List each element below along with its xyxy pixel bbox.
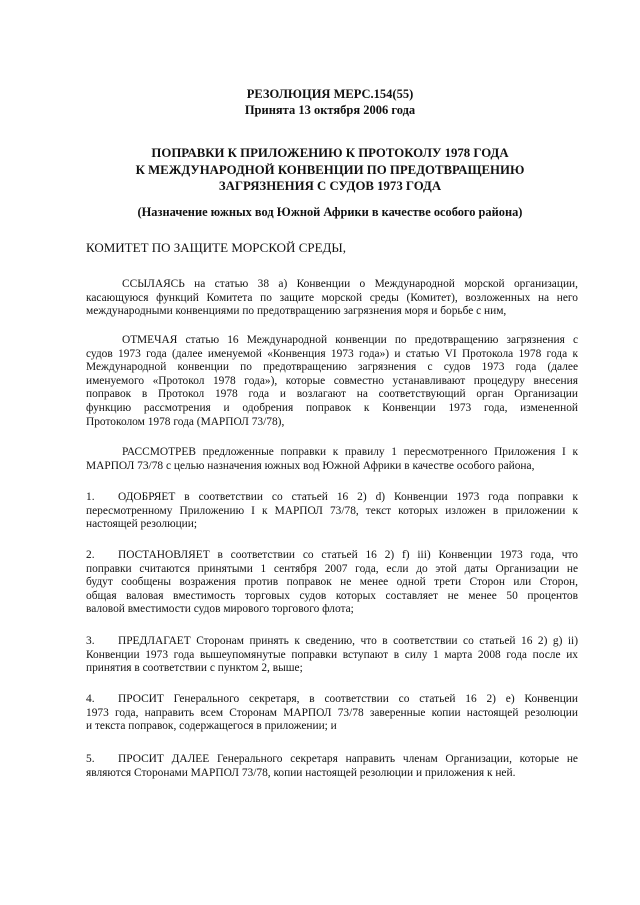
paragraph-line: являются Сторонами МАРПОЛ 73/78, копии настоящей резолюции и приложения к ней. [86, 766, 516, 779]
paragraph-line: валовой вместимости судов мирового торгового флота; [86, 603, 354, 616]
paragraph-first-line: ПРОСИТ Генерального секретаря, в соответствии со статьей 16 2) e) Конвенции [118, 693, 578, 705]
paragraph-line: именуемого «Протокол 1978 года»), которые совместно устанавливают процедуру внесения [86, 374, 578, 387]
paragraph-line: ССЫЛАЯСЬ на статью 38 a) Конвенции о Международной морской организации, [122, 278, 578, 290]
paragraph-line: пересмотренному Приложению I к МАРПОЛ 73/78, текст которых изложен в приложении к [86, 504, 578, 517]
paragraph-line [86, 491, 578, 505]
preamble-paragraph-2 [86, 334, 578, 429]
paragraph-line: будут сообщены возражения против поправок не менее одной трети Сторон или Сторон, [86, 576, 578, 589]
paragraph-line: и текста поправок, содержащегося в приложении; и [86, 720, 337, 733]
paragraph-line: принятия в соответствии с пунктом 2, выше; [86, 662, 303, 675]
operative-paragraph-3 [86, 635, 578, 676]
paragraph-line: Протоколом 1978 года (МАРПОЛ 73/78), [86, 415, 285, 428]
committee-heading: КОМИТЕТ ПО ЗАЩИТЕ МОРСКОЙ СРЕДЫ, [86, 240, 346, 255]
paragraph-line [86, 549, 578, 563]
paragraph-line: поправки считаются принятыми 1 сентября 2007 года, если до этой даты Организации не [86, 562, 578, 575]
paragraph-first-line: ПОСТАНОВЛЯЕТ в соответствии со статьей 16 2) f) iii) Конвенции 1973 года, что [118, 549, 578, 561]
paragraph-number: 1. [86, 491, 95, 503]
title-line-2: К МЕЖДУНАРОДНОЙ КОНВЕНЦИИ ПО ПРЕДОТВРАЩЕНИЮ [135, 162, 525, 177]
paragraph-line [86, 693, 578, 707]
paragraph-line: Международной конвенции по предотвращению загрязнения с судов 1973 года (далее [86, 361, 578, 374]
adoption-date: Принята 13 октября 2006 года [244, 103, 416, 117]
paragraph-number: 4. [86, 693, 95, 705]
preamble-paragraph-1 [86, 278, 578, 319]
paragraph-line: поправок в Протокол 1978 года и возлагают на соответствующий орган Организации [86, 388, 578, 401]
operative-paragraph-1 [86, 491, 578, 532]
paragraph-line: Конвенции 1973 года вышеупомянутые поправки вступают в силу 1 марта 2008 года после их [86, 648, 578, 661]
paragraph-line: международными конвенциями по предотвращению загрязнения моря и борьбе с ним, [86, 305, 507, 318]
paragraph-number: 5. [86, 753, 95, 765]
paragraph-line [86, 753, 578, 767]
paragraph-line [86, 635, 578, 649]
resolution-number: РЕЗОЛЮЦИЯ МЕРС.154(55) [246, 87, 414, 101]
paragraph-line: функцию рассмотрения и одобрения поправок к Конвенции 1973 года, измененной [86, 401, 578, 414]
resolution-title [80, 145, 580, 195]
paragraph-number: 3. [86, 635, 95, 647]
operative-paragraph-5 [86, 753, 578, 780]
resolution-subtitle [80, 204, 580, 220]
paragraph-line: общая валовая вместимость торговых судов которых составляет не менее 50 процентов [86, 589, 578, 602]
resolution-header [80, 86, 580, 118]
paragraph-first-line: ОДОБРЯЕТ в соответствии со статьей 16 2) d) Конвенции 1973 года поправки к [118, 491, 578, 503]
operative-paragraph-2 [86, 549, 578, 617]
title-line-3: ЗАГРЯЗНЕНИЯ С СУДОВ 1973 ГОДА [218, 179, 442, 193]
paragraph-line: РАССМОТРЕВ предложенные поправки к правилу 1 пересмотренного Приложения I к [122, 446, 578, 458]
paragraph-line: настоящей резолюции; [86, 518, 198, 531]
paragraph-line: 1973 года, направить всем Сторонам МАРПОЛ 73/78 заверенные копии настоящей резолюции [86, 706, 578, 719]
operative-paragraph-4 [86, 693, 578, 734]
paragraph-number: 2. [86, 549, 95, 561]
subtitle-text: (Назначение южных вод Южной Африки в качестве особого района) [137, 205, 523, 219]
paragraph-line: судов 1973 года (далее именуемой «Конвенция 1973 года») и статью VI Протокола 1978 года к [86, 347, 578, 360]
title-line-1: ПОПРАВКИ К ПРИЛОЖЕНИЮ К ПРОТОКОЛУ 1978 ГОДА [151, 146, 509, 160]
preamble-paragraph-3 [86, 446, 578, 473]
paragraph-line: касающуюся функций Комитета по защите морской среды (Комитет), возложенных на него [86, 291, 578, 304]
paragraph-first-line: ПРЕДЛАГАЕТ Сторонам принять к сведению, что в соответствии со статьей 16 2) g) ii) [118, 635, 578, 647]
paragraph-line: ОТМЕЧАЯ статью 16 Международной конвенции по предотвращению загрязнения с [122, 334, 578, 346]
paragraph-first-line: ПРОСИТ ДАЛЕЕ Генерального секретаря направить членам Организации, которые не [118, 753, 578, 765]
paragraph-line: МАРПОЛ 73/78 с целью назначения южных вод Южной Африки в качестве особого района, [86, 459, 535, 472]
